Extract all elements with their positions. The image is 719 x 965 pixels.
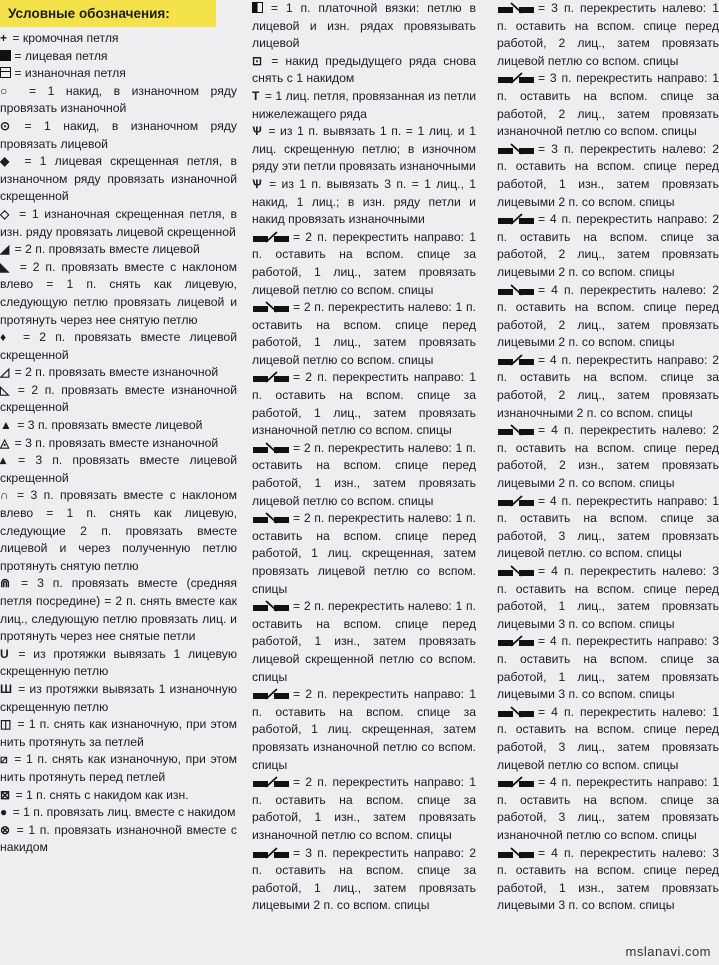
stitch-description: = из протяжки вывязать 1 лицевую скрещенную петлю	[0, 646, 237, 679]
stitch-description: = 3 п. перекрестить направо: 2 п. оставить на вспом. спице за работой, 1 лиц., затем провязать лицевыми 2 п. со вспом. спицы	[252, 845, 476, 913]
legend-col3-entry	[497, 493, 719, 563]
stitch-symbol-icon: Ѱ	[252, 176, 262, 191]
legend-col1-entry	[0, 716, 237, 751]
stitch-description: = 3 п. провязать вместе лицевой	[17, 418, 203, 433]
legend-col1-entry	[0, 417, 237, 435]
site-watermark: mslanavi.com	[625, 944, 711, 959]
stitch-symbol-icon: T	[252, 88, 260, 103]
cable-cross-symbol-icon	[497, 635, 535, 647]
garter-stitch-symbol-icon	[252, 2, 263, 13]
cable-cross-symbol-icon	[497, 495, 535, 507]
stitch-symbol-icon: ◆	[0, 154, 15, 169]
legend-col1-entry	[0, 48, 237, 66]
stitch-symbol-icon: Ш	[0, 681, 13, 696]
legend-list-2	[252, 0, 476, 915]
stitch-description: = из 1 п. вывязать 1 п. = 1 лиц. и 1 лиц. скрещенную петлю; в изночном ряду эти петли провязать изнаночными	[252, 124, 476, 174]
legend-col3-entry	[497, 0, 719, 70]
stitch-description: = 1 лиц. петля, провязанная из петли нижележащего ряда	[252, 88, 477, 121]
stitch-description: = изнаночная петля	[14, 66, 126, 81]
legend-col2-entry	[252, 299, 476, 369]
stitch-symbol-icon: ♦	[0, 330, 12, 345]
cable-cross-symbol-icon	[497, 424, 535, 436]
stitch-description: = 2 п. перекрестить налево: 1 п. оставить на вспом. спице перед работой, 1 изн., затем провязать лицевой петлю со вспом. спицы	[252, 440, 476, 508]
stitch-description: = 2 п. провязать вместе лицевой скрещенной	[0, 330, 238, 362]
cable-cross-symbol-icon	[497, 776, 535, 788]
legend-col2-entry	[252, 774, 476, 844]
legend-column-1	[0, 0, 237, 857]
cable-cross-symbol-icon	[252, 231, 290, 243]
legend-col1-entry	[0, 382, 237, 417]
stitch-description: = 4 п. перекрестить налево: 3 п. оставить на вспом. спице перед работой, 1 лиц., затем провязать лицевыми 3 п. со вспом. спицы	[497, 564, 719, 631]
legend-col3-entry	[497, 774, 719, 844]
legend-col2-entry	[252, 686, 476, 774]
stitch-description: = 1 п. платочной вязки: петлю в лицевой и изн. рядах провязывать лицевой	[252, 1, 476, 51]
legend-list-3	[497, 0, 719, 915]
stitch-description: = 1 накид, в изнаночном ряду провязать изнаночной	[0, 83, 237, 116]
stitch-symbol-icon: ▲	[0, 418, 12, 433]
stitch-description: = 4 п. перекрестить направо: 2 п. оставить на вспом. спице за работой, 2 лиц., затем провязать изнаночными 2 п. со вспом. спицы	[497, 352, 719, 420]
legend-col2-entry	[252, 369, 476, 439]
cable-cross-symbol-icon	[252, 442, 290, 454]
stitch-description: = накид предыдущего ряда снова снять с 1 накидом	[252, 53, 476, 86]
stitch-description: = 3 п. провязать вместе с наклоном влево = 1 п. снять как лицевую, следующие 2 п. провязать вместе лицевой и через полученную петлю протянуть снятую петлю	[0, 488, 237, 573]
cable-cross-symbol-icon	[497, 213, 535, 225]
legend-col2-entry	[252, 0, 476, 53]
legend-col2-entry	[252, 598, 476, 686]
stitch-symbol-icon: ◣	[0, 259, 12, 274]
stitch-description: = 3 п. провязать вместе (средняя петля посредине) = 2 п. снять вместе как лиц., следующую петлю провязать лиц. и протянуть через нее снятые петли	[0, 576, 238, 644]
stitch-symbol-icon: ⊡	[252, 53, 263, 68]
stitch-symbol-icon: ◇	[0, 206, 12, 221]
stitch-description: = 2 п. перекрестить направо: 1 п. оставить на вспом. спице за работой, 1 лиц., затем провязать изнаночной петлю со вспом. спицы	[252, 370, 476, 438]
cable-cross-symbol-icon	[252, 847, 290, 859]
stitch-symbol-icon: ○	[0, 83, 16, 98]
cable-cross-symbol-icon	[497, 847, 535, 859]
cable-cross-symbol-icon	[497, 143, 535, 155]
cable-cross-symbol-icon	[497, 565, 535, 577]
legend-column-2	[252, 0, 476, 915]
purl-stitch-symbol-icon	[0, 67, 11, 78]
stitch-description: = 3 п. провязать вместе лицевой скрещенной	[0, 453, 237, 485]
stitch-description: = 1 п. снять как изнаночную, при этом нить протянуть за петлей	[0, 717, 237, 749]
legend-col3-entry	[497, 211, 719, 281]
legend-col1-entry	[0, 646, 237, 681]
stitch-description: = 2 п. провязать вместе с наклоном влево = 1 п. снять как лицевую, следующую петлю провязать лицевой и протянуть через нее снятую петлю	[0, 259, 237, 327]
stitch-description: = 3 п. провязать вместе изнаночной	[14, 435, 219, 450]
stitch-description: = 2 п. перекрестить направо: 1 п. оставить на вспом. спице за работой, 1 изн., затем провязать изнаночной петлю со вспом. спицы	[252, 775, 476, 842]
cable-cross-symbol-icon	[252, 688, 290, 700]
legend-col3-entry	[497, 845, 719, 915]
cable-cross-symbol-icon	[252, 776, 290, 788]
stitch-symbol-icon: U	[0, 646, 9, 661]
cable-cross-symbol-icon	[252, 512, 290, 524]
stitch-description: = 2 п. провязать вместе изнаночной скрещенной	[0, 382, 237, 415]
legend-col1-entry	[0, 206, 237, 241]
stitch-description: = 2 п. перекрестить направо: 1 п. оставить на вспом. спице за работой, 1 лиц. скрещенная, затем провязать изнаночной петлю со вспом. спицы	[252, 687, 476, 772]
legend-col2-entry	[252, 123, 476, 176]
stitch-description: = 2 п. перекрестить налево: 1 п. оставить на вспом. спице перед работой, 1 изн., затем провязать лицевой скрещенной петлю со вспом. спицы	[252, 599, 476, 684]
stitch-symbol-icon: +	[0, 31, 8, 45]
legend-col2-entry	[252, 176, 476, 229]
cable-cross-symbol-icon	[497, 72, 535, 84]
cable-cross-symbol-icon	[252, 301, 290, 313]
stitch-description: = 2 п. провязать вместе изнаночной	[14, 365, 219, 380]
legend-col1-entry	[0, 153, 237, 206]
legend-col2-entry	[252, 229, 476, 299]
stitch-symbol-icon: ⊠	[0, 787, 11, 802]
stitch-symbol-icon: ⧄	[0, 752, 8, 767]
legend-title: Условные обозначения:	[0, 0, 216, 27]
legend-col3-entry	[497, 352, 719, 422]
stitch-description: = 2 п. перекрестить налево: 1 п. оставить на вспом. спице перед работой, 1 лиц. скрещенная, затем провязать лицевой петлю со вспом. спицы	[252, 511, 476, 596]
legend-col1-entry	[0, 787, 237, 805]
stitch-description: = 4 п. перекрестить налево: 2 п. оставить на вспом. спице перед работой, 2 изн., затем провязать лицевыми 2 п. со вспом. спицы	[497, 423, 719, 491]
stitch-description: = из протяжки вывязать 1 изнаночную скрещенную петлю	[0, 681, 237, 714]
stitch-symbol-icon: ◢	[0, 242, 10, 257]
stitch-description: = 2 п. перекрестить направо: 1 п. оставить на вспом. спице за работой, 1 лиц., затем провязать лицевой петлю со вспом. спицы	[252, 229, 476, 297]
stitch-symbol-icon: ●	[0, 805, 8, 820]
legend-col1-entry	[0, 30, 237, 48]
stitch-description: = 1 накид, в изнаночном ряду провязать лицевой	[0, 118, 237, 151]
legend-col3-entry	[497, 633, 719, 703]
stitch-description: = лицевая петля	[14, 48, 108, 63]
legend-col3-entry	[497, 282, 719, 352]
stitch-description: = 4 п. перекрестить направо: 1 п. оставить на вспом. спице за работой, 3 лиц., затем провязать изнаночной петлю со вспом. спицы	[497, 775, 719, 842]
stitch-symbol-icon: Ѱ	[252, 124, 262, 139]
stitch-description: = 1 п. провязать лиц. вместе с накидом	[12, 805, 236, 820]
legend-col2-entry	[252, 845, 476, 915]
stitch-description: = 1 лицевая скрещенная петля, в изнаночном ряду провязать изнаночной скрещенной	[0, 154, 237, 204]
stitch-symbol-icon: ▴	[0, 453, 7, 468]
stitch-symbol-icon: ⋒	[0, 576, 11, 591]
legend-col1-entry	[0, 118, 237, 153]
legend-col1-entry	[0, 452, 237, 487]
cable-cross-symbol-icon	[252, 600, 290, 612]
stitch-description: = 4 п. перекрестить налево: 2 п. оставить на вспом. спице перед работой, 2 лиц., затем провязать лицевыми 2 п. со вспом. спицы	[497, 282, 719, 350]
cable-cross-symbol-icon	[497, 354, 535, 366]
legend-col3-entry	[497, 704, 719, 774]
stitch-description: = 4 п. перекрестить направо: 2 п. оставить на вспом. спице за работой, 2 лиц., затем провязать лицевыми 2 п. со вспом. спицы	[497, 212, 719, 279]
legend-col3-entry	[497, 563, 719, 633]
legend-col2-entry	[252, 440, 476, 510]
legend-col1-entry	[0, 241, 237, 259]
legend-col1-entry	[0, 364, 237, 382]
legend-col1-entry	[0, 804, 237, 822]
cable-cross-symbol-icon	[497, 706, 535, 718]
stitch-description: = 4 п. перекрестить налево: 1 п. оставить на вспом. спице перед работой, 3 лиц., затем провязать лицевой петлю со вспом. спицы	[497, 704, 719, 772]
stitch-symbol-icon: ◺	[0, 382, 10, 397]
legend-col1-entry	[0, 822, 237, 857]
legend-col3-entry	[497, 141, 719, 211]
legend-col3-entry	[497, 422, 719, 492]
cable-cross-symbol-icon	[497, 2, 535, 14]
stitch-description: = кромочная петля	[12, 31, 119, 45]
legend-col1-entry	[0, 83, 237, 118]
legend-col1-entry	[0, 329, 237, 364]
legend-col2-entry	[252, 88, 476, 123]
stitch-symbol-icon: ◫	[0, 717, 12, 732]
legend-col1-entry	[0, 681, 237, 716]
stitch-symbol-icon: ∩	[0, 488, 9, 503]
stitch-description: = 4 п. перекрестить налево: 3 п. оставить на вспом. спице перед работой, 1 изн., затем провязать лицевыми 3 п. со вспом. спицы	[497, 845, 719, 913]
legend-col3-entry	[497, 70, 719, 140]
stitch-description: = 3 п. перекрестить налево: 1 п. оставить на вспом. спице перед работой, 2 лиц., затем провязать лицевой петлю со вспом. спицы	[497, 1, 719, 68]
stitch-description: = 3 п. перекрестить направо: 1 п. оставить на вспом. спице за работой, 2 лиц., затем провязать изнаночной петлю со вспом. спицы	[497, 71, 719, 139]
legend-column-3	[497, 0, 719, 915]
stitch-description: = 2 п. перекрестить налево: 1 п. оставить на вспом. спице перед работой, 1 лиц., затем провязать лицевой петлю со вспом. спицы	[252, 300, 476, 367]
stitch-description: = 1 п. снять как изнаночную, при этом нить протянуть перед петлей	[0, 752, 238, 784]
stitch-symbol-icon: ◬	[0, 435, 10, 450]
stitch-description: = 1 изнаночная скрещенная петля, в изн. ряду провязать лицевой скрещенной	[0, 206, 238, 239]
stitch-description: = 1 п. снять с накидом как изн.	[15, 787, 189, 802]
stitch-description: = 1 п. провязать изнаночной вместе с накидом	[0, 822, 237, 855]
stitch-description: = 2 п. провязать вместе лицевой	[14, 242, 200, 257]
legend-col1-entry	[0, 487, 237, 575]
legend-col1-entry	[0, 751, 237, 786]
legend-list-1	[0, 30, 237, 857]
legend-col2-entry	[252, 53, 476, 88]
cable-cross-symbol-icon	[252, 371, 290, 383]
knit-stitch-symbol-icon	[0, 50, 11, 61]
stitch-description: = 4 п. перекрестить направо: 3 п. оставить на вспом. спице за работой, 1 лиц., затем провязать лицевыми 3 п. со вспом. спицы	[497, 634, 719, 702]
stitch-description: = из 1 п. вывязать 3 п. = 1 лиц., 1 накид, 1 лиц.; в изн. ряду петли и накид провязать изнаночными	[252, 176, 476, 227]
legend-col1-entry	[0, 65, 237, 83]
cable-cross-symbol-icon	[497, 284, 535, 296]
stitch-description: = 3 п. перекрестить налево: 2 п. оставить на вспом. спице перед работой, 1 изн., затем провязать лицевыми 2 п. со вспом. спицы	[497, 141, 719, 209]
stitch-symbol-icon: ⊙	[0, 118, 11, 133]
stitch-symbol-icon: ⊗	[0, 822, 11, 837]
legend-col1-entry	[0, 575, 237, 645]
stitch-symbol-icon: ◿	[0, 365, 10, 380]
legend-col1-entry	[0, 259, 237, 329]
stitch-description: = 4 п. перекрестить направо: 1 п. оставить на вспом. спице за работой, 3 лиц., затем провязать лицевой петлю. со вспом. спицы	[497, 493, 719, 561]
legend-col1-entry	[0, 435, 237, 453]
legend-col2-entry	[252, 510, 476, 598]
